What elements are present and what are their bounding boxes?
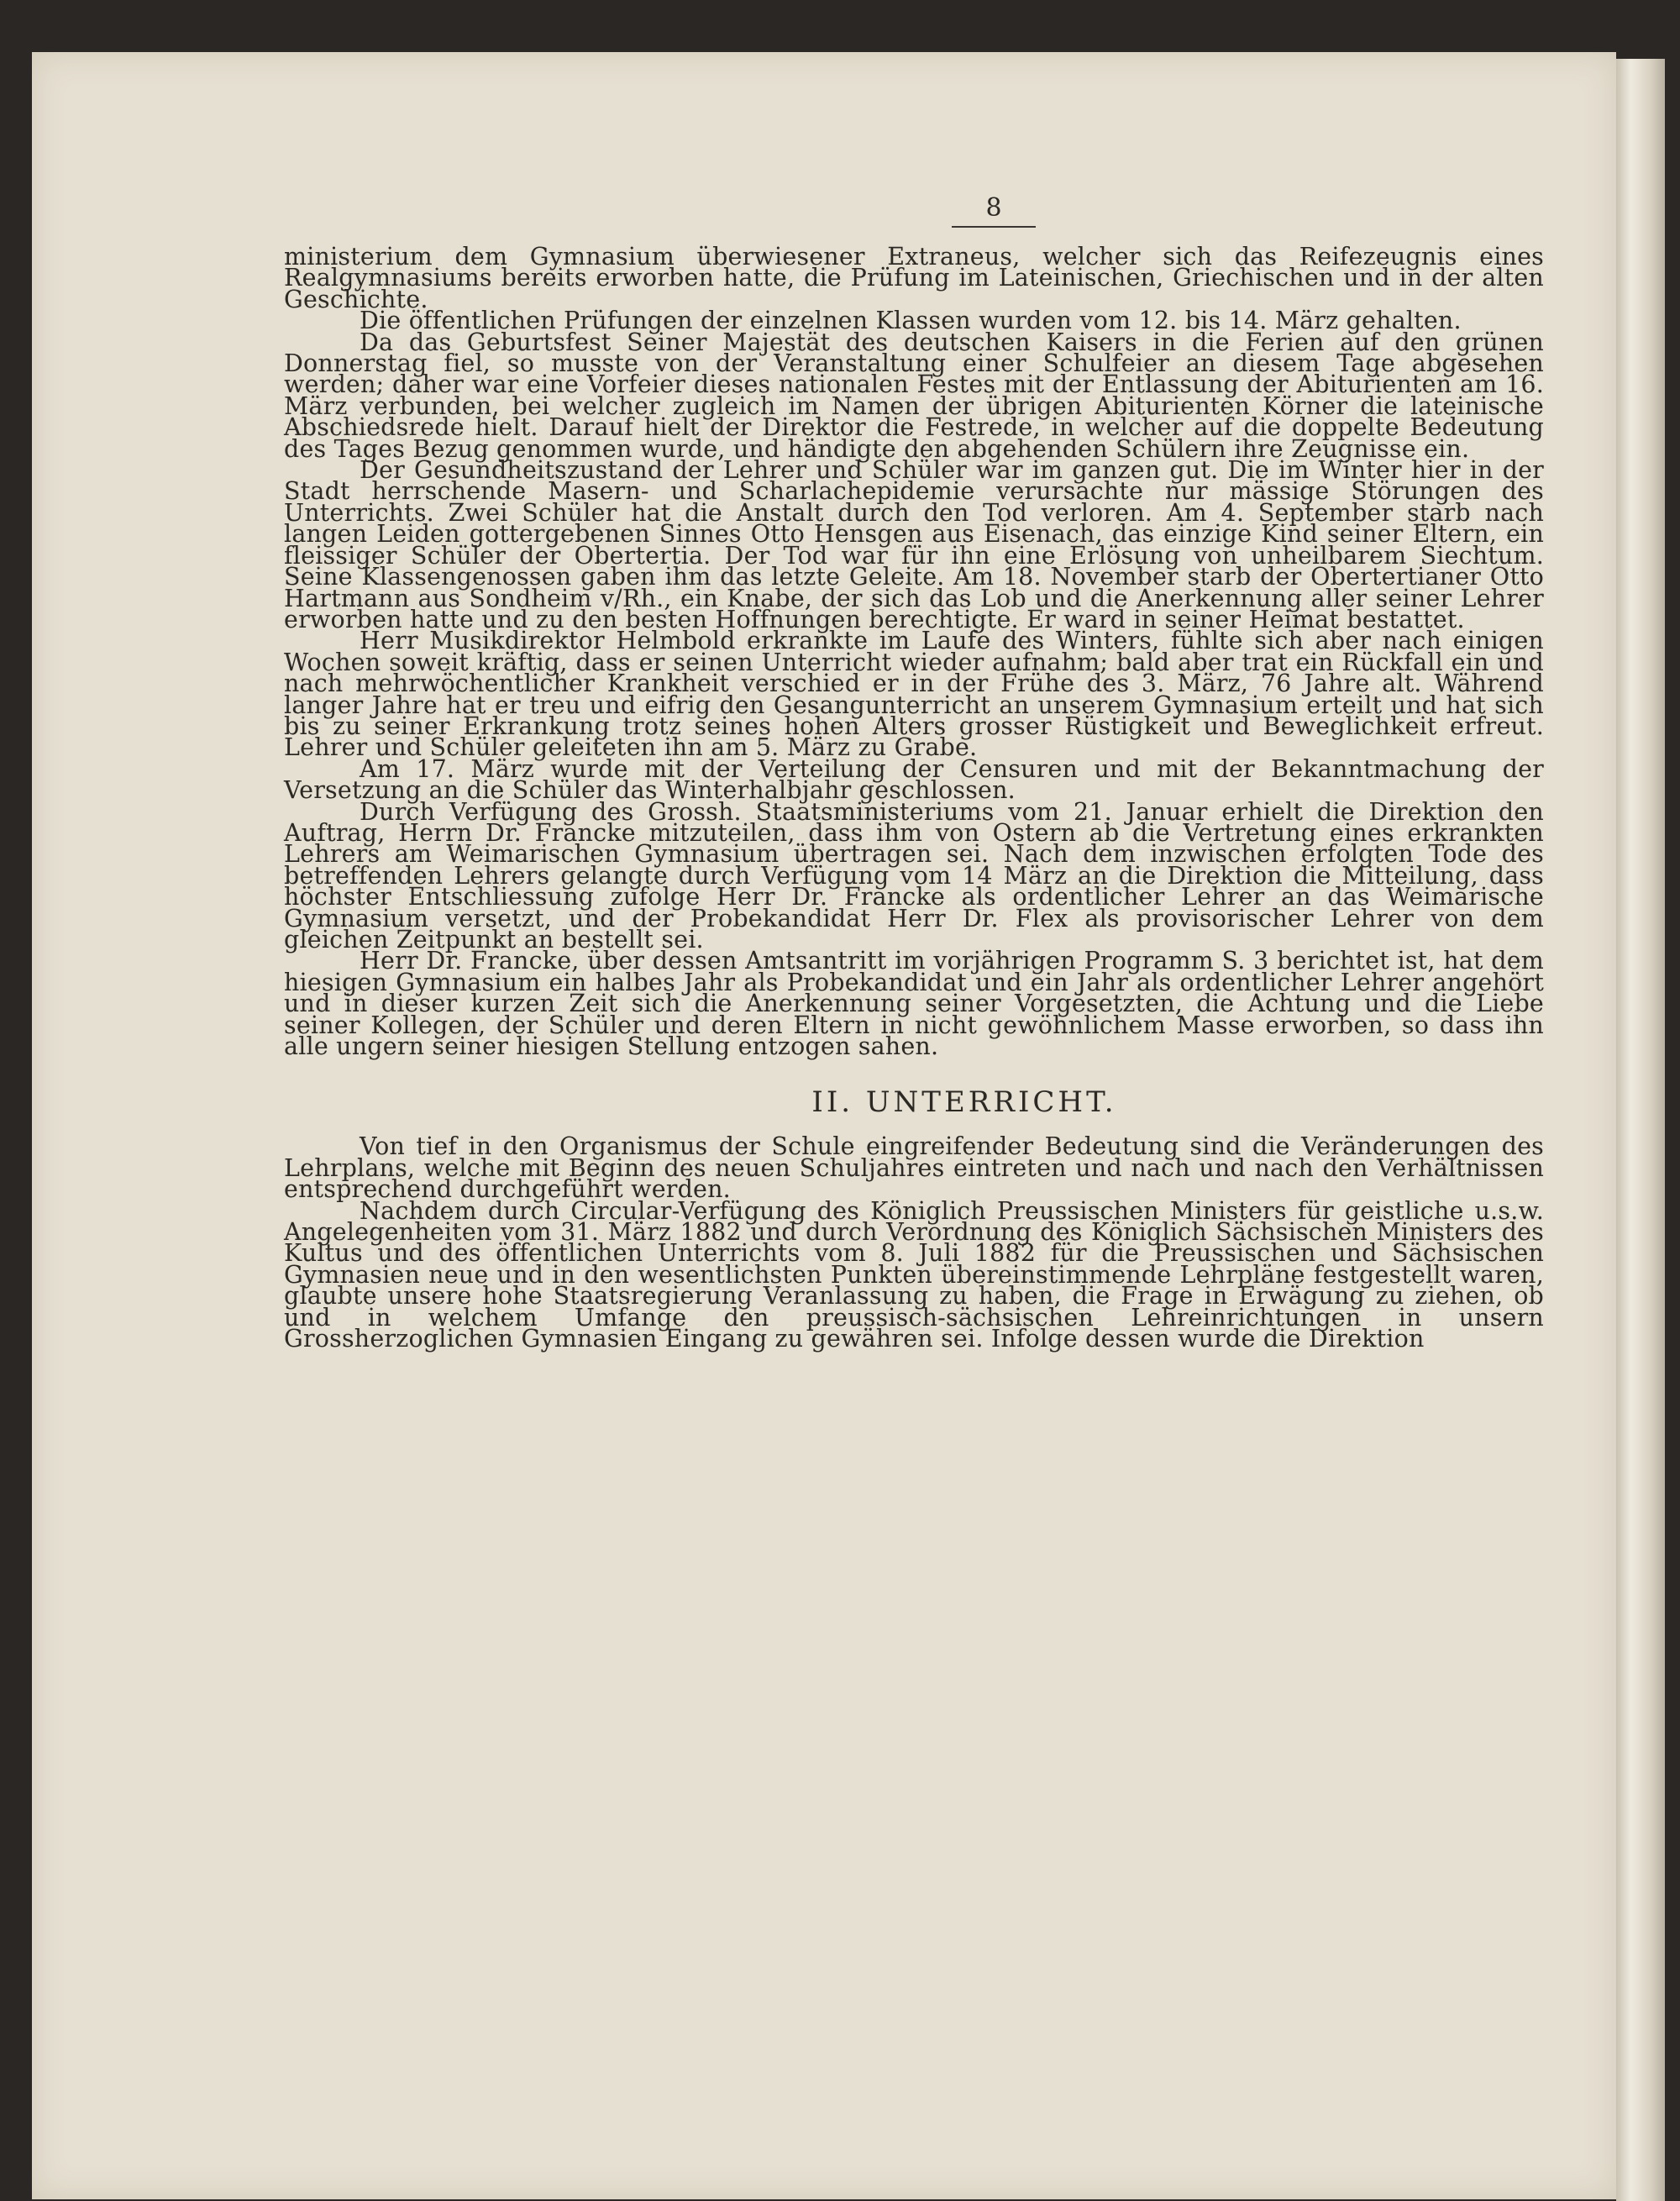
paragraph: Die öffentlichen Prüfungen der einzelnen Klassen wurden vom 12. bis 14. März gehalten.: [360, 307, 1462, 335]
section-heading: II. UNTERRICHT.: [811, 1085, 1117, 1120]
paragraph: Von tief in den Organismus der Schule eingreifender Bedeutung sind die Veränderungen des Lehrplans, welche mit Beginn des neuen Schuljahres eintreten und nach und nach den Verhältnissen entsprechend durchgeführt werden.: [284, 1132, 1544, 1204]
paragraph: Herr Musikdirektor Helmbold erkrankte im Laufe des Winters, fühlte sich aber nach einigen Wochen soweit kräftig, dass er seinen Unterricht wieder aufnahm; bald aber trat ein Rückfall ein und nach mehrwöchentlicher Krankheit verschied er in der Frühe des 3. März, 76 Jahre alt. Während langer Jahre hat er treu und eifrig den Gesangunterricht an unserem Gymnasium erteilt und hat sich bis zu seiner Erkrankung trotz seines hohen Alters grosser Rüstigkeit und Beweglichkeit erfreut. Lehrer und Schüler geleiteten ihn am 5. März zu Grabe.: [284, 627, 1544, 762]
page-number: 8: [364, 193, 1624, 228]
paragraph: ministerium dem Gymnasium überwiesener Extraneus, welcher sich das Reifezeugnis eines Realgymnasiums bereits erworben hatte, die Prüfung im Lateinischen, Griechischen und in der alten Geschichte.: [284, 243, 1544, 313]
paragraph: Der Gesundheitszustand der Lehrer und Schüler war im ganzen gut. Die im Winter hier in der Stadt herrschende Masern- und Scharlachepidemie verursachte nur mässige Störungen des Unterrichts. Zwei Schüler hat die Anstalt durch den Tod verloren. Am 4. September starb nach langen Leiden gottergebenen Sinnes Otto Hensgen aus Eisenach, das einzige Kind seiner Eltern, ein fleissiger Schüler der Obertertia. Der Tod war für ihn eine Erlösung von unheilbarem Siechtum. Seine Klassengenossen gaben ihm das letzte Geleite. Am 18. November starb der Obertertianer Otto Hartmann aus Sondheim v/Rh., ein Knabe, der sich das Lob und die Anerkennung aller seiner Lehrer erworben hatte und zu den besten Hoffnungen berechtigte. Er ward in seiner Heimat bestattet.: [284, 456, 1544, 633]
paragraph: Durch Verfügung des Grossh. Staatsministeriums vom 21. Januar erhielt die Direktion den Auftrag, Herrn Dr. Francke mitzuteilen, dass ihm von Ostern ab die Vertretung eines erkrankten Lehrers am Weimarischen Gymnasium übertragen sei. Nach dem inzwischen erfolgten Tode des betreffenden Lehrers gelangte durch Verfügung vom 14 März an die Direktion die Mitteilung, dass höchster Entschliessung zufolge Herr Dr. Francke als ordentlicher Lehrer an das Weimarische Gymnasium versetzt, und der Probekandidat Herr Dr. Flex als provisorischer Lehrer von dem gleichen Zeitpunkt an bestellt sei.: [284, 797, 1544, 953]
paragraph: Da das Geburtsfest Seiner Majestät des deutschen Kaisers in die Ferien auf den grünen Donnerstag fiel, so musste von der Veranstaltung einer Schulfeier an diesem Tage abgesehen werden; daher war eine Vorfeier dieses nationalen Festes mit der Entlassung der Abiturienten am 16. März verbunden, bei welcher zugleich im Namen der übrigen Abiturienten Körner die lateinische Abschiedsrede hielt. Darauf hielt der Direktor die Festrede, in welcher auf die doppelte Bedeutung des Tages Bezug genommen wurde, und händigte den abgehenden Schülern ihre Zeugnisse ein.: [284, 328, 1544, 463]
paragraph: Nachdem durch Circular-Verfügung des Königlich Preussischen Ministers für geistliche u.s.w. Angelegenheiten vom 31. März 1882 und durch Verordnung des Königlich Sächsischen Ministers des Kultus und des öffentlichen Unterrichts vom 8. Juli 1882 für die Preussischen und Sächsischen Gymnasien neue und in den wesentlichsten Punkten übereinstimmende Lehrpläne festgestellt waren, glaubte unsere hohe Staatsregierung Veranlassung zu haben, die Frage in Erwägung zu ziehen, ob und in welchem Umfange den preussisch-sächsischen Lehreinrichtungen in unsern Grossherzoglichen Gymnasien Eingang zu gewähren sei. Infolge dessen wurde die Direktion: [284, 1196, 1544, 1353]
page-text-block: [284, 193, 1544, 1353]
paragraph: Am 17. März wurde mit der Verteilung der Censuren und mit der Bekanntmachung der Versetzung an die Schüler das Winterhalbjahr geschlossen.: [284, 754, 1544, 805]
book-page-edge: [1616, 59, 1665, 2201]
paragraph: Herr Dr. Francke, über dessen Amtsantritt im vorjährigen Programm S. 3 berichtet ist, hat dem hiesigen Gymnasium ein halbes Jahr als Probekandidat und ein Jahr als ordentlicher Lehrer angehört und in dieser kurzen Zeit sich die Anerkennung seiner Vorgesetzten, die Achtung und die Liebe seiner Kollegen, der Schüler und deren Eltern in nicht gewöhnlichem Masse erworben, so dass ihn alle ungern seiner hiesigen Stellung entzogen sahen.: [284, 947, 1544, 1061]
